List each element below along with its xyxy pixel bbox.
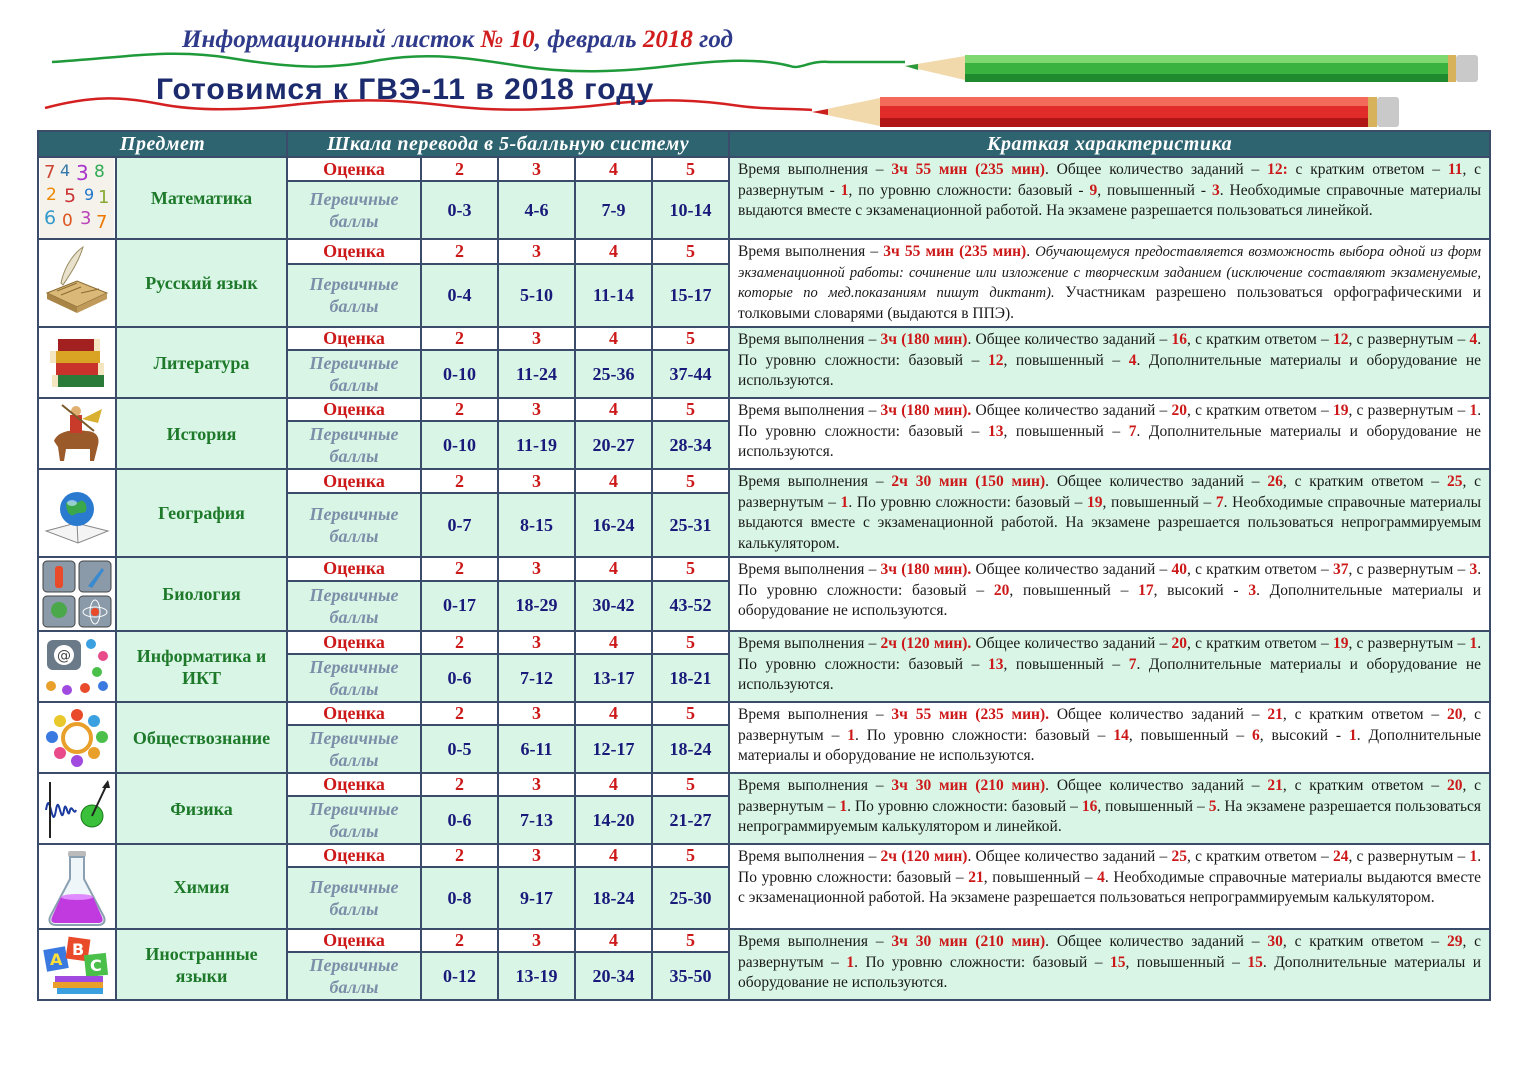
grade-2: 2 [421, 398, 498, 421]
grade-3: 3 [498, 631, 575, 654]
subject-description: Время выполнения – 2ч (120 мин). Общее количество заданий – 25, с кратким ответом – 24, с развернутым – 1. По уровню сложности: базовый – 21, повышенный – 4. Необходимые справочные материалы выдаются вместе с экзаменационной работой. На экзамене разрешается пользоваться непрограммируемым калькулятором. [729, 844, 1490, 929]
points-range: 0-17 [421, 581, 498, 631]
svg-text:7: 7 [44, 162, 56, 183]
grade-label: Оценка [287, 844, 421, 867]
numbers-icon [38, 157, 116, 239]
table-row [38, 631, 1490, 654]
grade-2: 2 [421, 631, 498, 654]
newsletter-subtitle: Информационный листок № 10, февраль 2018 год [182, 26, 733, 53]
grade-label: Оценка [287, 469, 421, 493]
points-range: 11-14 [575, 264, 652, 327]
points-range: 21-27 [652, 796, 729, 844]
svg-text:9: 9 [84, 185, 95, 204]
points-range: 43-52 [652, 581, 729, 631]
subject-description: Время выполнения – 2ч 30 мин (150 мин). Общее количество заданий – 26, с кратким ответом – 25, с развернутым – 1. По уровню сложности: базовый – 19, повышенный – 7. Необходимые справочные материалы выдаются вместе с экзаменационной работой. На экзамене разрешается пользоваться непрограммируемым калькулятором. [729, 469, 1490, 557]
table-row [38, 327, 1490, 350]
points-range: 37-44 [652, 350, 729, 398]
books-stack-icon [38, 327, 116, 398]
points-range: 18-29 [498, 581, 575, 631]
points-range: 4-6 [498, 181, 575, 239]
table-row [38, 239, 1490, 264]
svg-text:4: 4 [60, 161, 71, 180]
grade-2: 2 [421, 327, 498, 350]
points-range: 0-3 [421, 181, 498, 239]
grade-5: 5 [652, 469, 729, 493]
subject-name: История [116, 398, 287, 469]
grade-3: 3 [498, 157, 575, 181]
header-scale: Шкала перевода в 5-балльную систему [287, 131, 729, 157]
points-range: 13-19 [498, 952, 575, 1000]
points-range: 7-9 [575, 181, 652, 239]
grade-2: 2 [421, 469, 498, 493]
points-label: Первичные баллы [287, 796, 421, 844]
grade-4: 4 [575, 557, 652, 581]
subject-name: Литература [116, 327, 287, 398]
points-range: 11-24 [498, 350, 575, 398]
table-row [38, 702, 1490, 725]
grade-4: 4 [575, 469, 652, 493]
subject-description: Время выполнения – 3ч 30 мин (210 мин). Общее количество заданий – 21, с кратким ответом – 20, с развернутым – 1. По уровню сложности: базовый – 16, повышенный – 5. На экзамене разрешается пользоваться непрограммируемым калькулятором и линейкой. [729, 773, 1490, 844]
page-header [0, 0, 1528, 130]
points-range: 16-24 [575, 493, 652, 557]
points-range: 11-19 [498, 421, 575, 469]
svg-text:5: 5 [64, 185, 77, 207]
points-range: 8-15 [498, 493, 575, 557]
grade-5: 5 [652, 773, 729, 796]
grade-label: Оценка [287, 702, 421, 725]
subject-name: Биология [116, 557, 287, 631]
grade-3: 3 [498, 844, 575, 867]
subject-description: Время выполнения – 3ч 55 мин (235 мин). Общее количество заданий – 21, с кратким ответом – 20, с развернутым – 1. По уровню сложности: базовый – 14, повышенный – 6, высокий - 1. Дополнительные материалы и оборудование не используются. [729, 702, 1490, 773]
points-range: 14-20 [575, 796, 652, 844]
points-range: 9-17 [498, 867, 575, 929]
table-row [38, 157, 1490, 181]
table-row [38, 469, 1490, 493]
subject-description: Время выполнения – 3ч 55 мин (235 мин). Общее количество заданий – 12: с кратким ответом – 11, с развернутым - 1, по уровню сложности: базовый - 9, повышенный - 3. Необходимые справочные материалы выдаются вместе с экзаменационной работой. На экзамене разрешается пользоваться линейкой. [729, 157, 1490, 239]
grade-label: Оценка [287, 929, 421, 952]
exam-table [37, 130, 1491, 1001]
grade-5: 5 [652, 398, 729, 421]
header-subject: Предмет [38, 131, 287, 157]
pencils-decoration [0, 0, 1528, 130]
grade-4: 4 [575, 157, 652, 181]
subject-description: Время выполнения – 3ч 30 мин (210 мин). Общее количество заданий – 30, с кратким ответом – 29, с развернутым – 1. По уровню сложности: базовый – 15, повышенный – 15. Дополнительные материалы и оборудование не используются. [729, 929, 1490, 1000]
grade-2: 2 [421, 557, 498, 581]
svg-text:8: 8 [94, 162, 105, 182]
grade-label: Оценка [287, 157, 421, 181]
grade-2: 2 [421, 773, 498, 796]
subject-description: Время выполнения – 2ч (120 мин). Общее количество заданий – 20, с кратким ответом – 19, с развернутым – 1. По уровню сложности: базовый – 13, повышенный – 7. Дополнительные материалы и оборудование не используются. [729, 631, 1490, 702]
grade-2: 2 [421, 844, 498, 867]
svg-text:@: @ [57, 647, 71, 664]
points-label: Первичные баллы [287, 350, 421, 398]
subject-description: Время выполнения – 3ч 55 мин (235 мин). Обучающемуся предоставляется возможность выбора одной из форм экзаменационной работы: сочинение или изложение с творческим заданием (исключение составляют экзаменуемые, которые по мед.показаниям пишут диктант). Участникам разрешено пользоваться орфографическими и толковыми словарями (выдаются в ППЭ). [729, 239, 1490, 327]
grade-3: 3 [498, 702, 575, 725]
svg-text:3: 3 [76, 161, 89, 185]
points-range: 12-17 [575, 725, 652, 773]
grade-3: 3 [498, 773, 575, 796]
points-range: 0-8 [421, 867, 498, 929]
grade-label: Оценка [287, 398, 421, 421]
svg-text:2: 2 [46, 185, 57, 205]
points-range: 0-6 [421, 654, 498, 702]
points-range: 15-17 [652, 264, 729, 327]
grade-2: 2 [421, 702, 498, 725]
grade-4: 4 [575, 327, 652, 350]
subject-name: Физика [116, 773, 287, 844]
subject-name: География [116, 469, 287, 557]
svg-text:A: A [50, 949, 63, 969]
points-range: 25-31 [652, 493, 729, 557]
points-range: 0-6 [421, 796, 498, 844]
subject-name: Иностранные языки [116, 929, 287, 1000]
grade-3: 3 [498, 398, 575, 421]
grade-3: 3 [498, 929, 575, 952]
points-label: Первичные баллы [287, 421, 421, 469]
points-range: 20-34 [575, 952, 652, 1000]
subject-description: Время выполнения – 3ч (180 мин). Общее количество заданий – 40, с кратким ответом – 37, с развернутым – 3. По уровню сложности: базовый – 20, повышенный – 17, высокий - 3. Дополнительные материалы и оборудование не используются. [729, 557, 1490, 631]
grade-4: 4 [575, 929, 652, 952]
grade-5: 5 [652, 844, 729, 867]
points-label: Первичные баллы [287, 654, 421, 702]
grade-label: Оценка [287, 557, 421, 581]
points-range: 28-34 [652, 421, 729, 469]
knight-icon [38, 398, 116, 469]
subject-name: Химия [116, 844, 287, 929]
abc-blocks-icon [38, 929, 116, 1000]
table-row [38, 844, 1490, 867]
subject-description: Время выполнения – 3ч (180 мин). Общее количество заданий – 16, с кратким ответом – 12, с развернутым – 4. По уровню сложности: базовый – 12, повышенный – 4. Дополнительные материалы и оборудование не используются. [729, 327, 1490, 398]
svg-text:3: 3 [80, 208, 92, 229]
points-range: 0-10 [421, 350, 498, 398]
lab-tiles-icon [38, 557, 116, 631]
points-range: 13-17 [575, 654, 652, 702]
subject-name: Информатика и ИКТ [116, 631, 287, 702]
points-range: 25-36 [575, 350, 652, 398]
points-label: Первичные баллы [287, 867, 421, 929]
grade-5: 5 [652, 631, 729, 654]
grade-label: Оценка [287, 773, 421, 796]
svg-text:C: C [90, 955, 102, 975]
computer-bubbles-icon [38, 631, 116, 702]
svg-text:0: 0 [62, 211, 73, 231]
points-range: 18-24 [575, 867, 652, 929]
grade-label: Оценка [287, 239, 421, 264]
points-label: Первичные баллы [287, 581, 421, 631]
wave-icon [38, 773, 116, 844]
flask-icon [38, 844, 116, 929]
grade-4: 4 [575, 773, 652, 796]
svg-text:B: B [72, 939, 85, 959]
grade-2: 2 [421, 239, 498, 264]
points-range: 0-7 [421, 493, 498, 557]
svg-text:6: 6 [44, 207, 57, 229]
subject-name: Русский язык [116, 239, 287, 327]
grade-3: 3 [498, 557, 575, 581]
points-range: 5-10 [498, 264, 575, 327]
points-range: 18-24 [652, 725, 729, 773]
header-description: Краткая характеристика [729, 131, 1490, 157]
svg-text:1: 1 [98, 187, 110, 208]
points-label: Первичные баллы [287, 493, 421, 557]
grade-4: 4 [575, 398, 652, 421]
points-range: 0-4 [421, 264, 498, 327]
subject-name: Математика [116, 157, 287, 239]
grade-label: Оценка [287, 631, 421, 654]
page-title: Готовимся к ГВЭ-11 в 2018 году [156, 73, 655, 106]
globe-book-icon [38, 469, 116, 557]
people-circle-icon [38, 702, 116, 773]
grade-2: 2 [421, 157, 498, 181]
table-row [38, 398, 1490, 421]
points-range: 35-50 [652, 952, 729, 1000]
points-range: 7-12 [498, 654, 575, 702]
grade-4: 4 [575, 239, 652, 264]
points-range: 0-10 [421, 421, 498, 469]
table-header-row [38, 131, 1490, 157]
points-range: 6-11 [498, 725, 575, 773]
svg-text:7: 7 [96, 212, 108, 233]
points-range: 20-27 [575, 421, 652, 469]
points-range: 30-42 [575, 581, 652, 631]
grade-label: Оценка [287, 327, 421, 350]
points-label: Первичные баллы [287, 181, 421, 239]
grade-4: 4 [575, 702, 652, 725]
subject-description: Время выполнения – 3ч (180 мин). Общее количество заданий – 20, с кратким ответом – 19, с развернутым – 1. По уровню сложности: базовый – 13, повышенный – 7. Дополнительные материалы и оборудование не используются. [729, 398, 1490, 469]
points-range: 10-14 [652, 181, 729, 239]
grade-4: 4 [575, 844, 652, 867]
grade-4: 4 [575, 631, 652, 654]
grade-5: 5 [652, 929, 729, 952]
subject-name: Обществознание [116, 702, 287, 773]
grade-3: 3 [498, 239, 575, 264]
points-label: Первичные баллы [287, 952, 421, 1000]
grade-5: 5 [652, 702, 729, 725]
points-range: 18-21 [652, 654, 729, 702]
grade-5: 5 [652, 239, 729, 264]
grade-2: 2 [421, 929, 498, 952]
grade-3: 3 [498, 469, 575, 493]
points-range: 0-5 [421, 725, 498, 773]
points-label: Первичные баллы [287, 725, 421, 773]
points-range: 0-12 [421, 952, 498, 1000]
points-range: 7-13 [498, 796, 575, 844]
table-row [38, 773, 1490, 796]
book-feather-icon [38, 239, 116, 327]
points-label: Первичные баллы [287, 264, 421, 327]
grade-3: 3 [498, 327, 575, 350]
points-range: 25-30 [652, 867, 729, 929]
grade-5: 5 [652, 557, 729, 581]
grade-5: 5 [652, 157, 729, 181]
table-row [38, 557, 1490, 581]
grade-5: 5 [652, 327, 729, 350]
table-row [38, 929, 1490, 952]
